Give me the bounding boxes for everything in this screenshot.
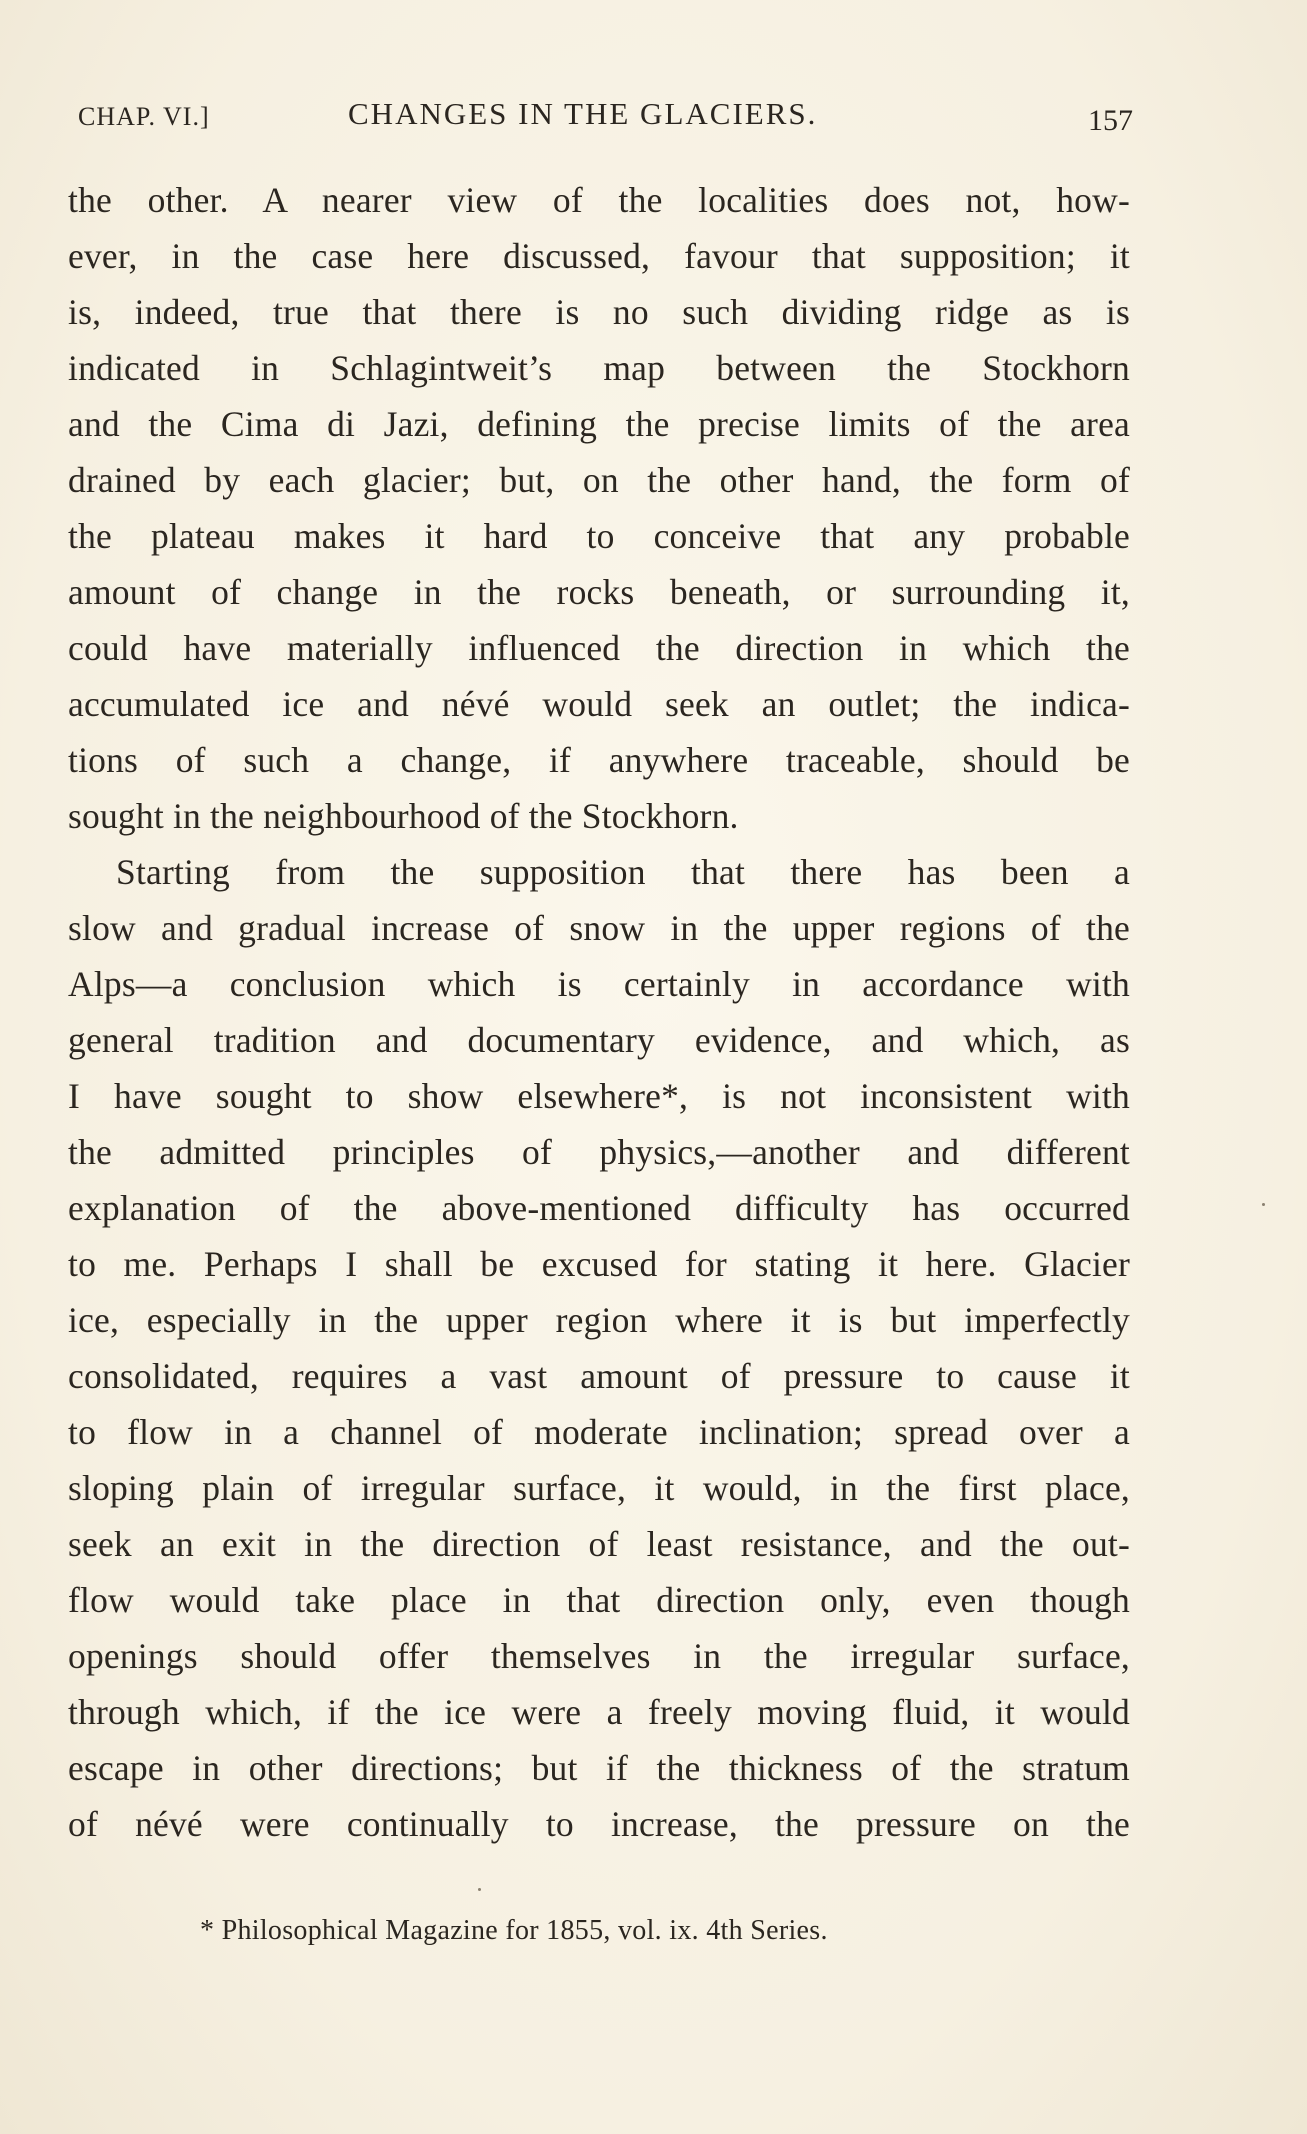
text-line: of névé were continually to increase, the pressure on the bbox=[68, 1804, 1130, 1844]
text-line: ice, especially in the upper region where it is but imperfectly bbox=[68, 1300, 1130, 1340]
text-line: sought in the neighbourhood of the Stockhorn. bbox=[68, 796, 739, 836]
text-line: the other. A nearer view of the localities does not, how- bbox=[68, 180, 1130, 220]
text-line: the plateau makes it hard to conceive that any probable bbox=[68, 516, 1130, 556]
text-line: I have sought to show elsewhere*, is not inconsistent with bbox=[68, 1076, 1130, 1116]
text-line: drained by each glacier; but, on the other hand, the form of bbox=[68, 460, 1130, 500]
text-line: flow would take place in that direction only, even though bbox=[68, 1580, 1130, 1620]
paper-speck bbox=[1262, 1203, 1265, 1206]
running-head bbox=[78, 92, 1133, 140]
paper-speck bbox=[478, 1888, 481, 1891]
text-line: through which, if the ice were a freely moving fluid, it would bbox=[68, 1692, 1130, 1732]
text-line: explanation of the above-mentioned difficulty has occurred bbox=[68, 1188, 1130, 1228]
footnote: * Philosophical Magazine for 1855, vol. ix. 4th Series. bbox=[200, 1915, 828, 1946]
text-line: slow and gradual increase of snow in the upper regions of the bbox=[68, 908, 1130, 948]
text-line: accumulated ice and névé would seek an outlet; the indica- bbox=[68, 684, 1130, 724]
text-line: Alps—a conclusion which is certainly in accordance with bbox=[68, 964, 1130, 1004]
text-line: ever, in the case here discussed, favour that supposition; it bbox=[68, 236, 1130, 276]
page-number: 157 bbox=[1088, 104, 1133, 137]
text-line: to me. Perhaps I shall be excused for stating it here. Glacier bbox=[68, 1244, 1130, 1284]
text-line: tions of such a change, if anywhere traceable, should be bbox=[68, 740, 1130, 780]
text-line: escape in other directions; but if the thickness of the stratum bbox=[68, 1748, 1130, 1788]
text-line: consolidated, requires a vast amount of pressure to cause it bbox=[68, 1356, 1130, 1396]
text-line: Starting from the supposition that there has been a bbox=[116, 852, 1130, 892]
text-line: openings should offer themselves in the irregular surface, bbox=[68, 1636, 1130, 1676]
text-line: amount of change in the rocks beneath, or surrounding it, bbox=[68, 572, 1130, 612]
text-line: seek an exit in the direction of least resistance, and the out- bbox=[68, 1524, 1130, 1564]
text-line: sloping plain of irregular surface, it would, in the first place, bbox=[68, 1468, 1130, 1508]
text-line: to flow in a channel of moderate inclination; spread over a bbox=[68, 1412, 1130, 1452]
text-line: could have materially influenced the direction in which the bbox=[68, 628, 1130, 668]
text-line: the admitted principles of physics,—another and different bbox=[68, 1132, 1130, 1172]
text-line: indicated in Schlagintweit’s map between the Stockhorn bbox=[68, 348, 1130, 388]
text-line: general tradition and documentary evidence, and which, as bbox=[68, 1020, 1130, 1060]
chapter-label: CHAP. VI.] bbox=[78, 102, 210, 131]
text-line: and the Cima di Jazi, defining the precise limits of the area bbox=[68, 404, 1130, 444]
text-line: is, indeed, true that there is no such dividing ridge as is bbox=[68, 292, 1130, 332]
running-title: CHANGES IN THE GLACIERS. bbox=[348, 96, 818, 131]
body-text bbox=[68, 172, 1130, 1852]
